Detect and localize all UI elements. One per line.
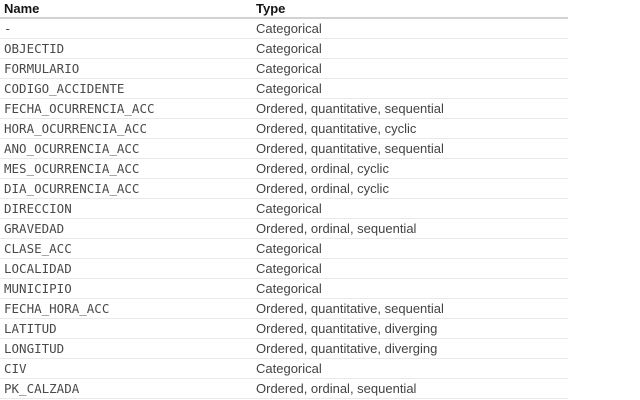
variable-type-cell: Ordered, quantitative, sequential (252, 99, 568, 119)
variable-name-cell: - (0, 18, 252, 39)
variable-type-cell: Categorical (252, 359, 568, 379)
variable-name-cell: DIA_OCURRENCIA_ACC (0, 179, 252, 199)
variable-type-cell: Categorical (252, 199, 568, 219)
variable-type-cell: Ordered, ordinal, cyclic (252, 179, 568, 199)
column-header-type: Type (252, 0, 568, 18)
variable-type-cell: Ordered, quantitative, diverging (252, 319, 568, 339)
variable-type-cell: Categorical (252, 239, 568, 259)
variable-name-cell: CODIGO_ACCIDENTE (0, 79, 252, 99)
variable-name-cell: MES_OCURRENCIA_ACC (0, 159, 252, 179)
variable-type-cell: Categorical (252, 39, 568, 59)
variable-name-cell: CIV (0, 359, 252, 379)
variable-type-cell: Categorical (252, 259, 568, 279)
table-row (0, 339, 568, 359)
variable-name-cell: LOCALIDAD (0, 259, 252, 279)
table-row (0, 359, 568, 379)
column-header-name: Name (0, 0, 252, 18)
variable-type-cell: Ordered, quantitative, sequential (252, 139, 568, 159)
table-row (0, 239, 568, 259)
variable-name-cell: OBJECTID (0, 39, 252, 59)
table-row (0, 259, 568, 279)
variable-type-cell: Categorical (252, 18, 568, 39)
variable-type-cell: Ordered, ordinal, cyclic (252, 159, 568, 179)
table-row (0, 39, 568, 59)
variable-name-cell: FECHA_OCURRENCIA_ACC (0, 99, 252, 119)
table-row (0, 219, 568, 239)
table-body (0, 18, 568, 399)
variable-type-cell: Ordered, quantitative, cyclic (252, 119, 568, 139)
table-row (0, 79, 568, 99)
table-row (0, 159, 568, 179)
table-row (0, 119, 568, 139)
variable-name-cell: MUNICIPIO (0, 279, 252, 299)
variable-type-cell: Ordered, ordinal, sequential (252, 379, 568, 399)
table-row (0, 319, 568, 339)
variable-type-cell: Ordered, quantitative, diverging (252, 339, 568, 359)
variable-type-cell: Categorical (252, 59, 568, 79)
table-row (0, 199, 568, 219)
table-row (0, 139, 568, 159)
table-row (0, 379, 568, 399)
variable-type-cell: Ordered, quantitative, sequential (252, 299, 568, 319)
variable-type-cell: Categorical (252, 279, 568, 299)
variable-name-cell: DIRECCION (0, 199, 252, 219)
table-row (0, 99, 568, 119)
variable-name-cell: FECHA_HORA_ACC (0, 299, 252, 319)
table-row (0, 299, 568, 319)
table-row (0, 59, 568, 79)
variable-name-cell: LONGITUD (0, 339, 252, 359)
table-header-row (0, 0, 568, 18)
variable-name-cell: ANO_OCURRENCIA_ACC (0, 139, 252, 159)
variable-name-cell: PK_CALZADA (0, 379, 252, 399)
table-row (0, 279, 568, 299)
variable-name-cell: LATITUD (0, 319, 252, 339)
table-row (0, 18, 568, 39)
variable-name-cell: CLASE_ACC (0, 239, 252, 259)
variable-name-cell: GRAVEDAD (0, 219, 252, 239)
variable-name-cell: FORMULARIO (0, 59, 252, 79)
table-row (0, 179, 568, 199)
variable-type-cell: Ordered, ordinal, sequential (252, 219, 568, 239)
variable-type-cell: Categorical (252, 79, 568, 99)
variable-name-cell: HORA_OCURRENCIA_ACC (0, 119, 252, 139)
